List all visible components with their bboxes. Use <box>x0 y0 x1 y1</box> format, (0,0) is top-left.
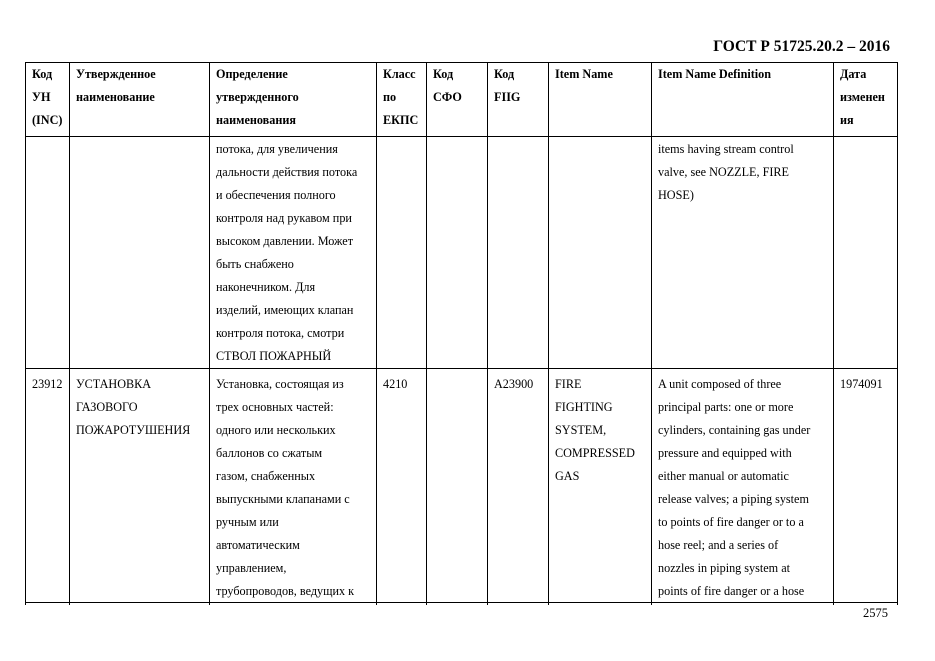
cell-definition-ru: Установка, состоящая из трех основных частей: одного или нескольких баллонов со сжатым газом, снабженных выпускными клапанами с ручным или автоматическим управлением, трубопроводов, ведущих к <box>210 369 377 605</box>
cell-date <box>834 137 898 369</box>
cell-sfo <box>427 369 488 605</box>
header-sfo-code: Код СФО <box>427 63 488 137</box>
cell-definition-en: items having stream control valve, see NOZZLE, FIRE HOSE) <box>652 137 834 369</box>
table-row <box>26 137 898 369</box>
cell-fiig: A23900 <box>488 369 549 605</box>
cell-date: 1974091 <box>834 369 898 605</box>
header-ekps-class: Класс по ЕКПС <box>377 63 427 137</box>
cell-name-ru <box>70 137 210 369</box>
standard-designation: ГОСТ Р 51725.20.2 – 2016 <box>713 38 890 55</box>
header-approved-name: Утвержденное наименование <box>70 63 210 137</box>
header-fiig-code: Код FIIG <box>488 63 549 137</box>
cell-class: 4210 <box>377 369 427 605</box>
cell-fiig <box>488 137 549 369</box>
cell-item-name: FIRE FIGHTING SYSTEM, COMPRESSED GAS <box>549 369 652 605</box>
cell-inc <box>26 137 70 369</box>
header-item-name: Item Name <box>549 63 652 137</box>
cell-inc: 23912 <box>26 369 70 605</box>
item-names-table <box>25 62 898 605</box>
cell-class <box>377 137 427 369</box>
header-inc: Код УН (INC) <box>26 63 70 137</box>
table-row <box>26 369 898 605</box>
cell-sfo <box>427 137 488 369</box>
header-item-name-definition: Item Name Definition <box>652 63 834 137</box>
table-bottom-border <box>25 602 898 603</box>
header-name-definition-ru: Определение утвержденного наименования <box>210 63 377 137</box>
cell-name-ru: УСТАНОВКА ГАЗОВОГО ПОЖАРОТУШЕНИЯ <box>70 369 210 605</box>
page-number: 2575 <box>863 606 888 620</box>
cell-definition-en: A unit composed of three principal parts: one or more cylinders, containing gas under pressure and equipped with either manual or automatic release valves; a piping system to points of fire danger or to a hose reel; and a series of nozzles in piping system at points of fire danger or a hose <box>652 369 834 605</box>
header-change-date: Дата изменен ия <box>834 63 898 137</box>
cell-item-name <box>549 137 652 369</box>
cell-definition-ru: потока, для увеличения дальности действия потока и обеспечения полного контроля над рукавом при высоком давлении. Может быть снабжено наконечником. Для изделий, имеющих клапан контроля потока, смотри СТВОЛ ПОЖАРНЫЙ <box>210 137 377 369</box>
table-header-row <box>26 63 898 137</box>
